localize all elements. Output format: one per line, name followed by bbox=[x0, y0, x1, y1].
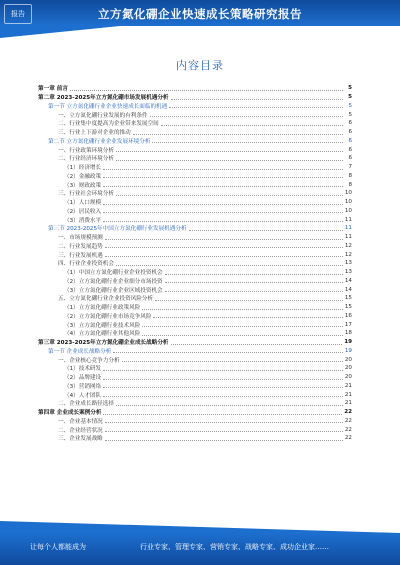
toc-entry[interactable] bbox=[38, 382, 352, 391]
toc-entry-label: 五、立方氮化硼行业企业投资风险分析 bbox=[58, 296, 154, 303]
toc-entry-label: 一、立方氮化硼行业发展的有利条件 bbox=[58, 112, 148, 119]
toc-entry-page: 19 bbox=[344, 347, 352, 354]
toc-entry[interactable] bbox=[38, 329, 352, 338]
toc-entry-label: 一、市场规模预测 bbox=[58, 235, 103, 242]
toc-entry-label: 二、企业经营状况 bbox=[58, 427, 103, 434]
toc-entry-label: 三、企业发展战略 bbox=[58, 436, 103, 443]
toc-entry-label: 第三节 2023-2025年中国立方氮化硼行业发展机遇分析 bbox=[48, 226, 187, 233]
footer-decoration bbox=[0, 521, 400, 533]
toc-entry[interactable] bbox=[38, 277, 352, 286]
toc-entry-label: 第一节 企业成长战略分析 bbox=[48, 348, 112, 355]
toc-entry[interactable] bbox=[38, 215, 352, 224]
logo: 报告 bbox=[4, 4, 32, 24]
toc-entry-label: （1）中国立方氮化硼行业企业投资机会 bbox=[64, 270, 163, 277]
toc-entry[interactable] bbox=[38, 312, 352, 321]
toc-entry-label: 第三章 2023-2025年立方氮化硼企业成长战略分析 bbox=[38, 340, 169, 347]
toc-entry[interactable] bbox=[38, 145, 352, 154]
toc-entry[interactable] bbox=[38, 425, 352, 434]
toc-entry[interactable] bbox=[38, 320, 352, 329]
toc-leader-dots bbox=[116, 195, 343, 196]
toc-entry-page: 6 bbox=[348, 120, 352, 127]
toc-leader-dots bbox=[142, 309, 343, 310]
toc-entry-page: 8 bbox=[348, 181, 352, 188]
toc-leader-dots bbox=[189, 230, 343, 231]
toc-entry-label: 一、行业政策环境分析 bbox=[58, 147, 114, 154]
toc-entry-page: 17 bbox=[344, 321, 352, 328]
toc-leader-dots bbox=[103, 186, 343, 187]
toc-leader-dots bbox=[103, 212, 343, 213]
toc-entry[interactable] bbox=[38, 355, 352, 364]
toc-entry-label: 第一节 立方氮化硼行业企业快速成长面临的机遇 bbox=[48, 103, 168, 110]
toc-leader-dots bbox=[165, 274, 343, 275]
toc-entry[interactable] bbox=[38, 154, 352, 163]
toc-entry-page: 22 bbox=[344, 409, 352, 416]
toc-leader-dots bbox=[105, 256, 343, 257]
toc-entry-label: （1）人口规模 bbox=[64, 200, 102, 207]
toc-entry-page: 20 bbox=[344, 356, 352, 363]
toc-entry[interactable] bbox=[38, 224, 352, 233]
header-decoration bbox=[0, 26, 120, 38]
toc-entry-page: 18 bbox=[344, 330, 352, 337]
toc-leader-dots bbox=[105, 440, 343, 441]
toc-entry[interactable] bbox=[38, 338, 352, 347]
toc-leader-dots bbox=[165, 291, 343, 292]
toc-entry[interactable] bbox=[38, 137, 352, 146]
toc-leader-dots bbox=[116, 151, 343, 152]
toc-entry-page: 6 bbox=[348, 146, 352, 153]
toc-entry-page: 16 bbox=[344, 312, 352, 319]
toc-entry-page: 22 bbox=[344, 426, 352, 433]
toc-entry-label: （3）立方氮化硼行业技术风险 bbox=[64, 322, 141, 329]
toc-entry[interactable] bbox=[38, 84, 352, 93]
toc-leader-dots bbox=[116, 160, 343, 161]
toc-leader-dots bbox=[103, 177, 343, 178]
toc-entry-page: 5 bbox=[348, 85, 352, 92]
toc-entry-label: （3）立方氮化硼行业企业区域投资机会 bbox=[64, 287, 163, 294]
toc-entry-label: 四、行业企业投资机会 bbox=[58, 261, 114, 268]
toc-leader-dots bbox=[116, 265, 343, 266]
toc-entry-label: （4）人才团队 bbox=[64, 392, 102, 399]
toc-entry[interactable] bbox=[38, 102, 352, 111]
toc-leader-dots bbox=[142, 335, 343, 336]
toc-entry[interactable] bbox=[38, 233, 352, 242]
toc-entry-page: 15 bbox=[344, 295, 352, 302]
toc-entry-label: 三、行业发展机遇 bbox=[58, 252, 103, 259]
toc-leader-dots bbox=[105, 239, 343, 240]
toc-entry-page: 15 bbox=[344, 304, 352, 311]
toc-entry[interactable] bbox=[38, 417, 352, 426]
toc-entry-page: 21 bbox=[344, 391, 352, 398]
toc-entry-label: （2）品牌建设 bbox=[64, 375, 102, 382]
toc-entry-label: （3）财政政策 bbox=[64, 182, 102, 189]
toc-entry-label: （2）立方氮化硼行业市场竞争风险 bbox=[64, 313, 152, 320]
toc-entry[interactable] bbox=[38, 303, 352, 312]
toc-entry-label: （1）技术研发 bbox=[64, 366, 102, 373]
toc-entry[interactable] bbox=[38, 180, 352, 189]
toc-entry-page: 21 bbox=[344, 400, 352, 407]
toc-entry-label: 一、企业核心竞争力分析 bbox=[58, 357, 120, 364]
toc-entry-page: 10 bbox=[344, 207, 352, 214]
toc-entry-label: （3）消费水平 bbox=[64, 217, 102, 224]
toc-entry[interactable] bbox=[38, 93, 352, 102]
toc-leader-dots bbox=[113, 352, 343, 353]
toc-entry-label: （2）居民收入 bbox=[64, 208, 102, 215]
toc-entry-page: 13 bbox=[344, 260, 352, 267]
toc-entry-page: 14 bbox=[344, 286, 352, 293]
toc-leader-dots bbox=[152, 142, 343, 143]
toc-entry-page: 11 bbox=[344, 234, 352, 241]
toc-entry[interactable] bbox=[38, 119, 352, 128]
toc-entry-page: 21 bbox=[344, 382, 352, 389]
toc-title: 内容目录 bbox=[176, 59, 224, 72]
toc-leader-dots bbox=[105, 422, 343, 423]
toc-leader-dots bbox=[171, 344, 343, 345]
toc-leader-dots bbox=[171, 99, 343, 100]
toc-leader-dots bbox=[103, 204, 343, 205]
toc-entry-label: 第二节 立方氮化硼行业企业发展环境分析 bbox=[48, 138, 151, 145]
toc-entry[interactable] bbox=[38, 390, 352, 399]
toc-leader-dots bbox=[169, 107, 343, 108]
toc-entry-page: 12 bbox=[344, 242, 352, 249]
toc-entry-page: 12 bbox=[344, 251, 352, 258]
toc-leader-dots bbox=[165, 282, 343, 283]
footer-slogan-left: 让每个人都能成为 bbox=[30, 543, 86, 551]
toc-entry-label: 第一章 前言 bbox=[38, 86, 68, 93]
toc-entry-page: 5 bbox=[348, 102, 352, 109]
toc-entry-page: 5 bbox=[348, 111, 352, 118]
toc-leader-dots bbox=[103, 221, 343, 222]
toc-entry-label: 三、行业上下游对企业的推动 bbox=[58, 130, 131, 137]
table-of-contents bbox=[38, 84, 352, 443]
toc-entry-label: 二、行业发展趋势 bbox=[58, 243, 103, 250]
toc-entry[interactable] bbox=[38, 259, 352, 268]
toc-entry-page: 10 bbox=[344, 190, 352, 197]
toc-leader-dots bbox=[150, 116, 343, 117]
toc-entry-page: 13 bbox=[344, 269, 352, 276]
toc-entry[interactable] bbox=[38, 434, 352, 443]
toc-leader-dots bbox=[105, 247, 343, 248]
toc-leader-dots bbox=[103, 370, 343, 371]
toc-leader-dots bbox=[103, 169, 343, 170]
report-title: 立方氮化硼企业快速成长策略研究报告 bbox=[98, 7, 302, 21]
toc-entry-page: 14 bbox=[344, 277, 352, 284]
toc-entry[interactable] bbox=[38, 294, 352, 303]
footer-slogan-right: 行业专家、管理专家、营销专家、战略专家、成功企业家…… bbox=[140, 543, 329, 551]
toc-entry-page: 7 bbox=[348, 164, 352, 171]
toc-entry-label: （4）立方氮化硼行业其他风险 bbox=[64, 331, 141, 338]
toc-entry-page: 22 bbox=[344, 435, 352, 442]
toc-entry-label: （1）经济增长 bbox=[64, 165, 102, 172]
toc-entry[interactable] bbox=[38, 250, 352, 259]
toc-entry[interactable] bbox=[38, 163, 352, 172]
toc-leader-dots bbox=[142, 326, 343, 327]
toc-leader-dots bbox=[155, 300, 343, 301]
toc-entry-page: 6 bbox=[348, 137, 352, 144]
toc-entry-page: 11 bbox=[344, 216, 352, 223]
toc-entry-label: （2）金融政策 bbox=[64, 173, 102, 180]
toc-entry-page: 20 bbox=[344, 374, 352, 381]
toc-leader-dots bbox=[103, 387, 343, 388]
toc-leader-dots bbox=[70, 90, 343, 91]
toc-leader-dots bbox=[105, 431, 343, 432]
toc-entry[interactable] bbox=[38, 408, 352, 417]
toc-entry-label: 三、行业社会环境分析 bbox=[58, 191, 114, 198]
toc-leader-dots bbox=[116, 405, 343, 406]
toc-entry-page: 19 bbox=[344, 339, 352, 346]
toc-entry-label: 二、行业经济环境分析 bbox=[58, 156, 114, 163]
toc-leader-dots bbox=[103, 414, 342, 415]
toc-entry-label: （3）营销网络 bbox=[64, 383, 102, 390]
toc-entry[interactable] bbox=[38, 347, 352, 356]
toc-leader-dots bbox=[161, 125, 343, 126]
toc-entry[interactable] bbox=[38, 285, 352, 294]
toc-entry[interactable] bbox=[38, 207, 352, 216]
toc-leader-dots bbox=[133, 134, 343, 135]
toc-entry[interactable] bbox=[38, 172, 352, 181]
header-band bbox=[0, 0, 400, 26]
toc-entry-page: 5 bbox=[348, 94, 352, 101]
toc-entry[interactable] bbox=[38, 399, 352, 408]
toc-leader-dots bbox=[103, 396, 343, 397]
toc-entry[interactable] bbox=[38, 110, 352, 119]
toc-entry-page: 22 bbox=[344, 417, 352, 424]
toc-entry[interactable] bbox=[38, 198, 352, 207]
toc-entry[interactable] bbox=[38, 364, 352, 373]
toc-entry-page: 11 bbox=[344, 225, 352, 232]
toc-entry-page: 10 bbox=[344, 199, 352, 206]
toc-entry-label: 第二章 2023-2025年立方氮化硼市场发展机遇分析 bbox=[38, 95, 169, 102]
toc-entry[interactable] bbox=[38, 189, 352, 198]
toc-entry-page: 6 bbox=[348, 155, 352, 162]
toc-entry-label: 一、企业基本情况 bbox=[58, 418, 103, 425]
toc-entry-label: 二、行业集中度提高为企业带来发展空间 bbox=[58, 121, 159, 128]
toc-leader-dots bbox=[122, 361, 343, 362]
toc-entry-label: （1）立方氮化硼行业政策风险 bbox=[64, 305, 141, 312]
toc-entry[interactable] bbox=[38, 128, 352, 137]
toc-entry-label: （2）立方氮化硼行业企业细分市场投资 bbox=[64, 278, 163, 285]
toc-entry[interactable] bbox=[38, 268, 352, 277]
toc-entry-label: 二、企业成长路径选择 bbox=[58, 401, 114, 408]
toc-entry[interactable] bbox=[38, 242, 352, 251]
toc-entry-page: 6 bbox=[348, 129, 352, 136]
toc-leader-dots bbox=[103, 379, 343, 380]
toc-entry-page: 8 bbox=[348, 172, 352, 179]
toc-entry-page: 20 bbox=[344, 365, 352, 372]
toc-entry-label: 第四章 企业成长案例分析 bbox=[38, 410, 102, 417]
toc-leader-dots bbox=[153, 317, 342, 318]
toc-entry[interactable] bbox=[38, 373, 352, 382]
